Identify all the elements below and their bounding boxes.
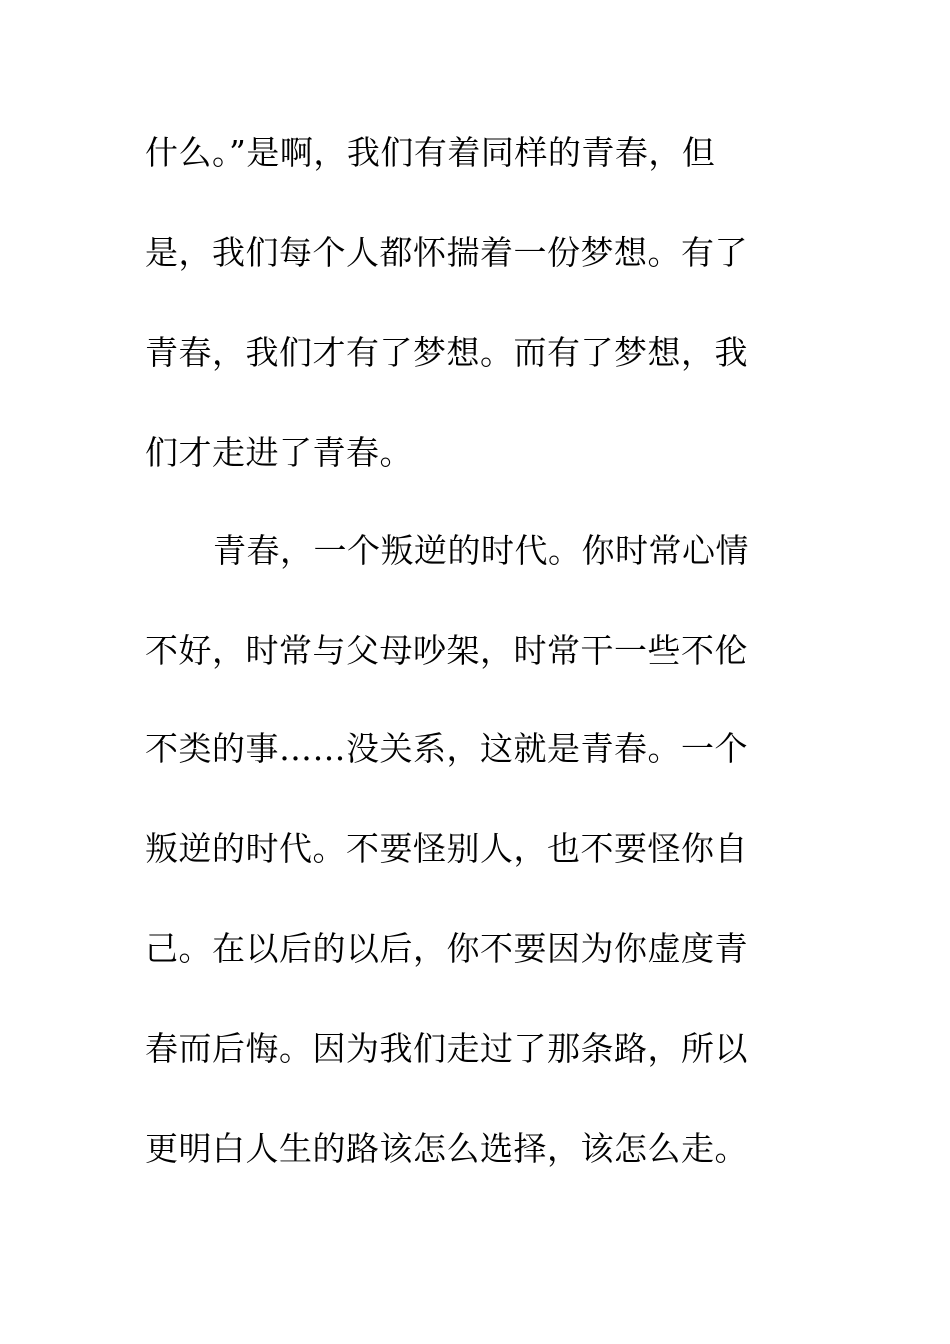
text-line: 不类的事……没关系，这就是青春。一个 <box>145 729 748 768</box>
text-line: 什么。”是啊，我们有着同样的青春，但 <box>145 133 716 172</box>
text-line: 们才走进了青春。 <box>145 433 413 472</box>
text-line: 春而后悔。因为我们走过了那条路，所以 <box>145 1029 748 1068</box>
text-line: 叛逆的时代。不要怪别人，也不要怪你自 <box>145 829 748 868</box>
text-line: 青春，一个叛逆的时代。你时常心情 <box>213 531 749 570</box>
text-line: 青春，我们才有了梦想。而有了梦想，我 <box>145 333 748 372</box>
text-line: 不好，时常与父母吵架，时常干一些不伦 <box>145 631 748 670</box>
text-line: 是，我们每个人都怀揣着一份梦想。有了 <box>145 233 748 272</box>
text-line: 己。在以后的以后，你不要因为你虚度青 <box>145 929 748 968</box>
text-line: 更明白人生的路该怎么选择，该怎么走。 <box>145 1129 748 1168</box>
